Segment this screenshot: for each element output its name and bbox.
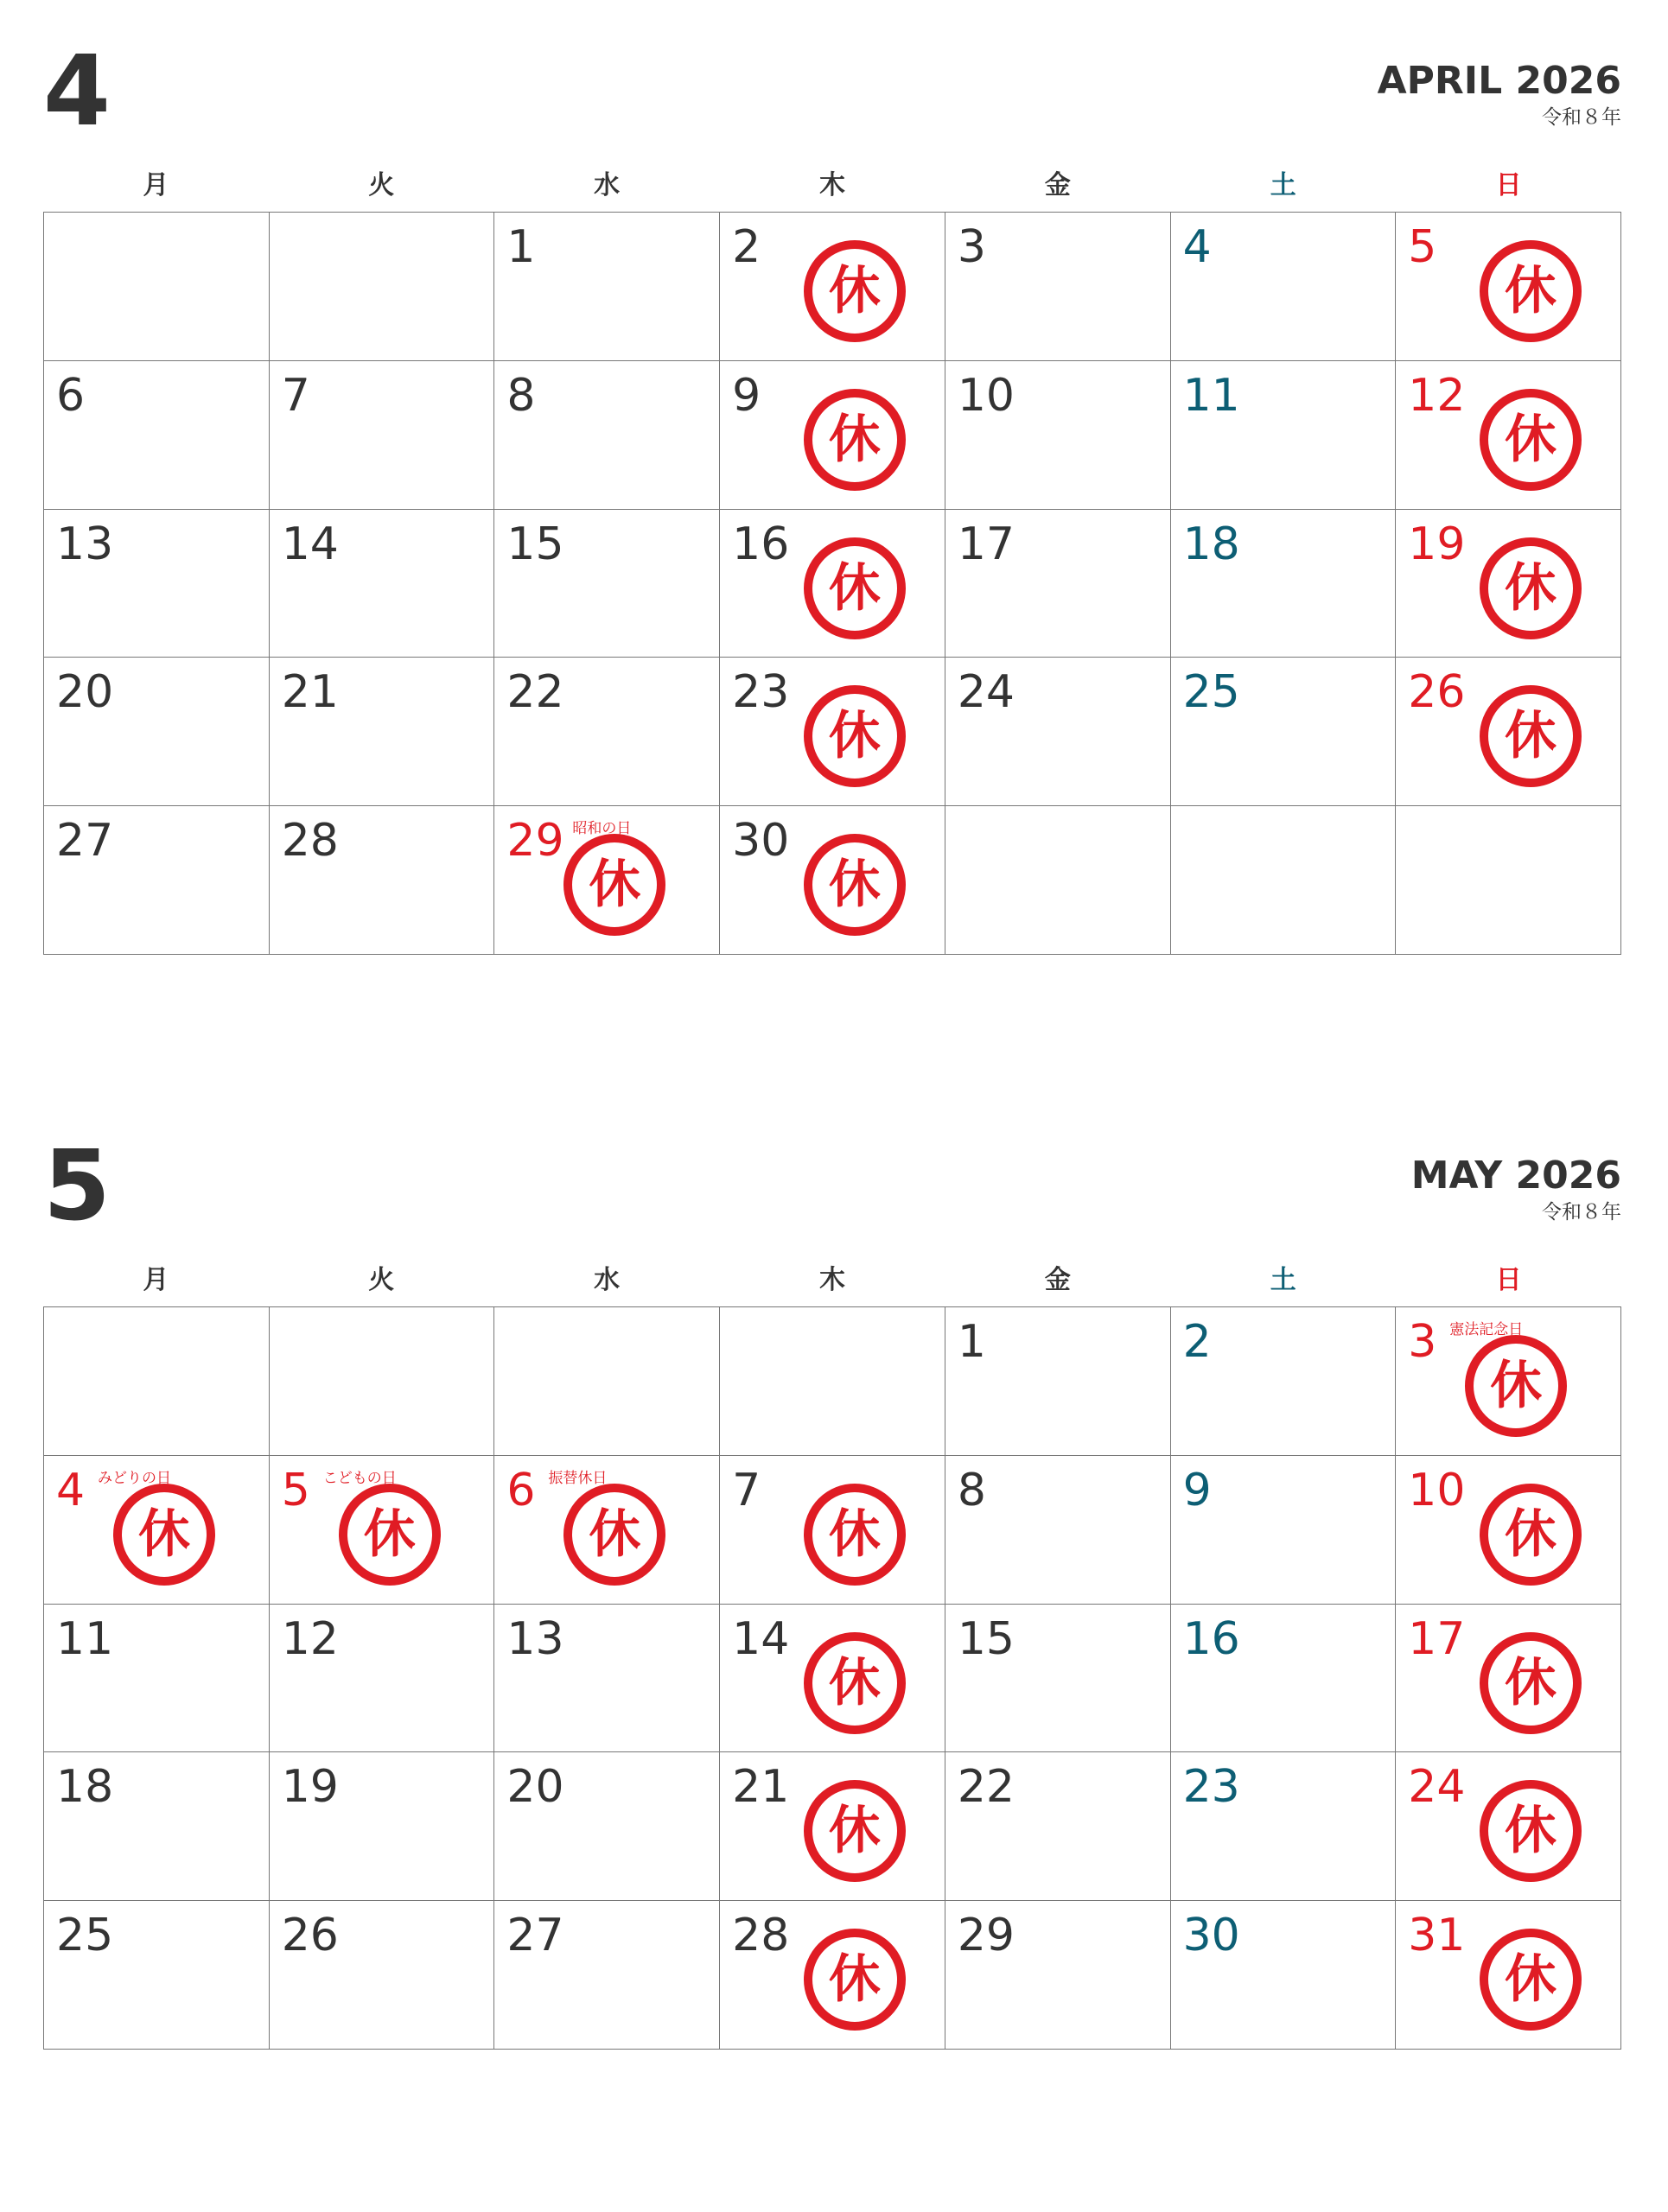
day-cell — [945, 1901, 1171, 2050]
day-number: 13 — [506, 1612, 564, 1665]
month-number: 5 — [43, 1130, 111, 1243]
day-cell — [1396, 510, 1621, 658]
day-number: 2 — [732, 221, 761, 273]
day-number: 16 — [732, 518, 790, 570]
day-number: 21 — [732, 1761, 790, 1814]
closed-stamp-icon: 休 — [804, 537, 906, 639]
closed-stamp-icon: 休 — [1480, 240, 1582, 342]
day-cell — [1171, 1901, 1397, 2050]
month-title: APRIL 2026 — [1377, 59, 1621, 103]
day-number: 20 — [506, 1761, 564, 1814]
empty-cell — [44, 1307, 270, 1456]
day-number: 17 — [1408, 1612, 1466, 1665]
day-cell — [945, 510, 1171, 658]
day-number: 12 — [1408, 369, 1466, 422]
day-number: 26 — [281, 1910, 339, 1962]
era-year: 令和８年 — [1542, 1201, 1621, 1224]
day-cell — [720, 1605, 945, 1753]
day-cell — [270, 1456, 495, 1605]
day-number: 15 — [506, 518, 564, 570]
weekday-label: 土 — [1270, 170, 1296, 200]
weekday-header — [43, 164, 1621, 207]
era-year: 令和８年 — [1542, 106, 1621, 129]
day-number: 28 — [281, 815, 339, 868]
day-cell — [44, 361, 270, 510]
day-number: 11 — [56, 1612, 114, 1665]
day-number: 30 — [1182, 1910, 1240, 1962]
day-number: 21 — [281, 666, 339, 719]
holiday-name: 昭和の日 — [572, 820, 632, 838]
day-cell — [44, 658, 270, 806]
day-number: 29 — [957, 1910, 1015, 1962]
day-cell — [270, 806, 495, 955]
day-cell — [494, 361, 720, 510]
holiday-name: 振替休日 — [548, 1469, 608, 1487]
day-cell — [1396, 1456, 1621, 1605]
day-number: 10 — [957, 369, 1015, 422]
day-cell — [494, 1605, 720, 1753]
day-number: 10 — [1408, 1464, 1466, 1516]
day-cell — [1396, 1752, 1621, 1901]
closed-stamp-icon: 休 — [563, 1484, 665, 1586]
closed-stamp-icon: 休 — [1480, 1484, 1582, 1586]
holiday-name: 憲法記念日 — [1449, 1321, 1524, 1338]
closed-stamp-icon: 休 — [804, 389, 906, 491]
day-number: 25 — [56, 1910, 114, 1962]
closed-stamp-icon: 休 — [804, 240, 906, 342]
day-number: 9 — [732, 369, 761, 422]
day-number: 22 — [957, 1761, 1015, 1814]
closed-stamp-icon: 休 — [1480, 1780, 1582, 1882]
day-number: 13 — [56, 518, 114, 570]
day-number: 15 — [957, 1612, 1015, 1665]
closed-stamp-icon: 休 — [1480, 389, 1582, 491]
month-title: MAY 2026 — [1410, 1154, 1621, 1198]
day-cell — [1171, 510, 1397, 658]
day-number: 23 — [1182, 1761, 1240, 1814]
day-number: 7 — [732, 1464, 761, 1516]
day-cell — [1171, 658, 1397, 806]
day-cell — [1396, 658, 1621, 806]
closed-stamp-icon: 休 — [1480, 1632, 1582, 1734]
empty-cell — [720, 1307, 945, 1456]
day-number: 7 — [281, 369, 310, 422]
calendar-grid — [43, 212, 1621, 955]
day-cell — [720, 1456, 945, 1605]
month-number: 4 — [43, 35, 111, 148]
day-cell — [44, 1605, 270, 1753]
day-number: 5 — [281, 1464, 310, 1516]
day-cell — [1396, 1901, 1621, 2050]
day-cell — [720, 510, 945, 658]
day-number: 27 — [56, 815, 114, 868]
day-number: 9 — [1182, 1464, 1212, 1516]
day-cell — [720, 658, 945, 806]
day-number: 24 — [957, 666, 1015, 719]
weekday-label: 月 — [143, 1265, 169, 1295]
day-cell — [44, 510, 270, 658]
day-number: 31 — [1408, 1910, 1466, 1962]
day-cell — [270, 1752, 495, 1901]
holiday-name: こどもの日 — [322, 1469, 397, 1487]
day-cell — [945, 1752, 1171, 1901]
closed-stamp-icon: 休 — [1480, 537, 1582, 639]
day-cell — [1171, 361, 1397, 510]
holiday-name: みどりの日 — [98, 1469, 171, 1487]
empty-cell — [494, 1307, 720, 1456]
day-number: 14 — [732, 1612, 790, 1665]
day-number: 20 — [56, 666, 114, 719]
day-number: 18 — [1182, 518, 1240, 570]
weekday-label: 金 — [1044, 170, 1071, 200]
day-cell — [1171, 1456, 1397, 1605]
day-cell — [720, 1901, 945, 2050]
day-number: 5 — [1408, 221, 1437, 273]
closed-stamp-icon: 休 — [804, 1484, 906, 1586]
weekday-label: 土 — [1270, 1265, 1296, 1295]
day-number: 8 — [506, 369, 536, 422]
day-number: 11 — [1182, 369, 1240, 422]
day-number: 4 — [1182, 221, 1212, 273]
calendar-grid — [43, 1306, 1621, 2050]
day-cell — [494, 658, 720, 806]
day-cell — [1171, 1605, 1397, 1753]
day-cell — [270, 658, 495, 806]
day-cell — [494, 213, 720, 361]
day-cell — [44, 1752, 270, 1901]
day-cell — [1396, 361, 1621, 510]
day-number: 16 — [1182, 1612, 1240, 1665]
day-number: 4 — [56, 1464, 86, 1516]
day-cell — [720, 213, 945, 361]
day-cell — [270, 510, 495, 658]
day-cell — [44, 806, 270, 955]
day-number: 3 — [957, 221, 986, 273]
day-number: 18 — [56, 1761, 114, 1814]
month-may — [43, 1121, 1621, 2071]
day-cell — [720, 1752, 945, 1901]
day-number: 2 — [1182, 1316, 1212, 1368]
day-cell — [1396, 1307, 1621, 1456]
day-cell — [1171, 1307, 1397, 1456]
empty-cell — [1396, 806, 1621, 955]
day-cell — [270, 1901, 495, 2050]
day-number: 25 — [1182, 666, 1240, 719]
weekday-label: 水 — [594, 1265, 621, 1295]
day-number: 27 — [506, 1910, 564, 1962]
day-number: 12 — [281, 1612, 339, 1665]
closed-stamp-icon: 休 — [1480, 685, 1582, 787]
weekday-label: 金 — [1044, 1265, 1071, 1295]
day-cell — [945, 361, 1171, 510]
closed-stamp-icon: 休 — [804, 1780, 906, 1882]
closed-stamp-icon: 休 — [563, 834, 665, 936]
weekday-label: 日 — [1495, 170, 1522, 200]
closed-stamp-icon: 休 — [804, 685, 906, 787]
closed-stamp-icon: 休 — [1480, 1929, 1582, 2031]
day-number: 23 — [732, 666, 790, 719]
day-number: 22 — [506, 666, 564, 719]
day-cell — [494, 806, 720, 955]
day-cell — [494, 1456, 720, 1605]
closed-stamp-icon: 休 — [804, 1632, 906, 1734]
day-cell — [945, 1307, 1171, 1456]
day-number: 6 — [506, 1464, 536, 1516]
day-number: 1 — [957, 1316, 986, 1368]
closed-stamp-icon: 休 — [1465, 1335, 1567, 1437]
empty-cell — [1171, 806, 1397, 955]
weekday-label: 月 — [143, 170, 169, 200]
day-number: 26 — [1408, 666, 1466, 719]
day-number: 1 — [506, 221, 536, 273]
day-cell — [44, 1456, 270, 1605]
weekday-label: 木 — [819, 170, 845, 200]
day-cell — [494, 510, 720, 658]
weekday-header — [43, 1259, 1621, 1302]
day-cell — [270, 361, 495, 510]
closed-stamp-icon: 休 — [804, 834, 906, 936]
day-number: 3 — [1408, 1316, 1437, 1368]
closed-stamp-icon: 休 — [113, 1484, 215, 1586]
day-cell — [945, 1605, 1171, 1753]
empty-cell — [270, 213, 495, 361]
weekday-label: 木 — [819, 1265, 845, 1295]
day-number: 14 — [281, 518, 339, 570]
day-number: 8 — [957, 1464, 986, 1516]
closed-stamp-icon: 休 — [804, 1929, 906, 2031]
weekday-label: 火 — [368, 170, 395, 200]
day-number: 29 — [506, 815, 564, 868]
weekday-label: 日 — [1495, 1265, 1522, 1295]
day-number: 30 — [732, 815, 790, 868]
weekday-label: 火 — [368, 1265, 395, 1295]
day-number: 28 — [732, 1910, 790, 1962]
empty-cell — [44, 213, 270, 361]
day-cell — [44, 1901, 270, 2050]
empty-cell — [945, 806, 1171, 955]
day-cell — [494, 1752, 720, 1901]
month-april — [43, 26, 1621, 976]
day-cell — [945, 1456, 1171, 1605]
day-cell — [945, 658, 1171, 806]
day-cell — [1171, 213, 1397, 361]
empty-cell — [270, 1307, 495, 1456]
day-cell — [945, 213, 1171, 361]
day-cell — [720, 361, 945, 510]
day-cell — [1396, 213, 1621, 361]
day-number: 17 — [957, 518, 1015, 570]
day-number: 19 — [1408, 518, 1466, 570]
day-number: 6 — [56, 369, 86, 422]
day-cell — [270, 1605, 495, 1753]
closed-stamp-icon: 休 — [339, 1484, 441, 1586]
weekday-label: 水 — [594, 170, 621, 200]
day-number: 24 — [1408, 1761, 1466, 1814]
day-cell — [494, 1901, 720, 2050]
day-cell — [1396, 1605, 1621, 1753]
day-cell — [1171, 1752, 1397, 1901]
day-cell — [720, 806, 945, 955]
day-number: 19 — [281, 1761, 339, 1814]
